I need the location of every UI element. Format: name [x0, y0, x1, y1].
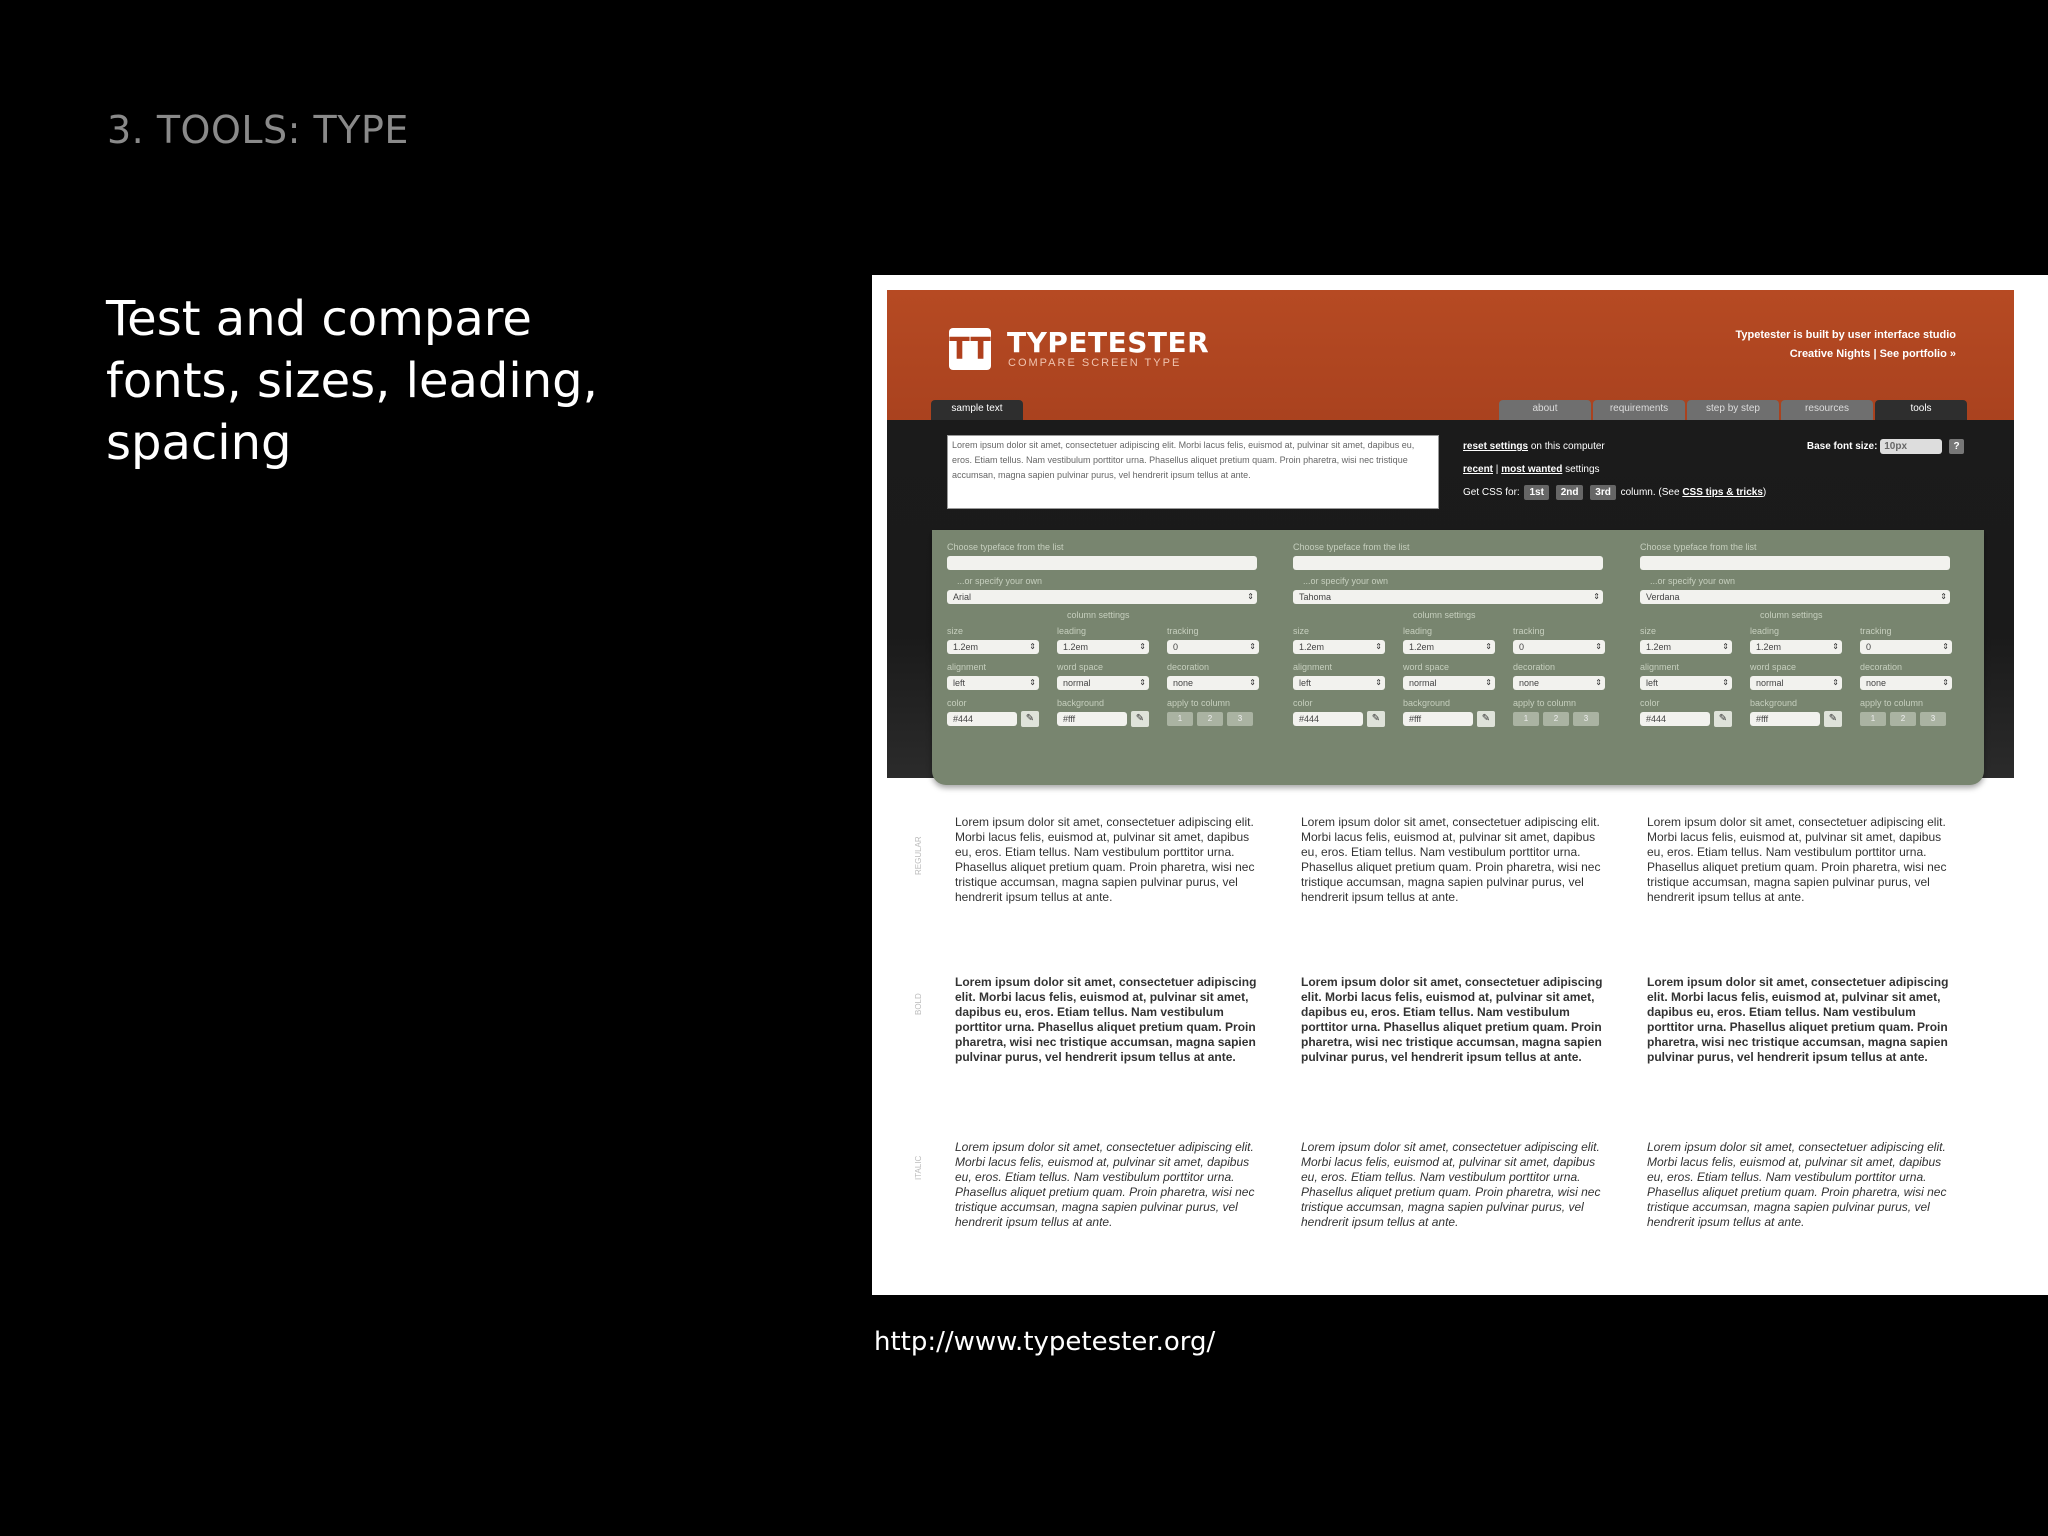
- site-subtitle: COMPARE SCREEN TYPE: [1008, 357, 1182, 369]
- typetester-page: [887, 290, 2014, 1280]
- typeface-select[interactable]: [1640, 556, 1950, 570]
- tracking-label: tracking: [1860, 626, 1892, 636]
- tracking-select[interactable]: 0 ⇕: [1513, 640, 1605, 654]
- background-label: background: [1057, 698, 1105, 708]
- choose-label: Choose typeface from the list: [1640, 542, 1757, 552]
- typetester-screenshot: [872, 275, 2048, 1295]
- background-picker-icon[interactable]: ✎: [1477, 711, 1495, 727]
- apply-label: apply to column: [1513, 698, 1577, 708]
- decoration-label: decoration: [1860, 662, 1903, 672]
- apply-col-3-button[interactable]: 3: [1920, 712, 1946, 726]
- font-input[interactable]: Arial ⇕: [947, 590, 1257, 604]
- base-font-label: Base font size:: [1806, 441, 1878, 452]
- alignment-label: alignment: [1640, 662, 1680, 672]
- base-font-select[interactable]: 10px: [1880, 439, 1942, 454]
- css-col-2-button[interactable]: 2nd: [1556, 485, 1584, 500]
- apply-col-1-button[interactable]: 1: [1167, 712, 1193, 726]
- background-input[interactable]: #fff: [1403, 712, 1473, 726]
- apply-col-2-button[interactable]: 2: [1197, 712, 1223, 726]
- apply-label: apply to column: [1167, 698, 1231, 708]
- specify-label: ...or specify your own: [1303, 576, 1389, 586]
- column-2-controls: [1293, 542, 1607, 772]
- leading-label: leading: [1403, 626, 1433, 636]
- decoration-select[interactable]: none ⇕: [1167, 676, 1259, 690]
- decoration-label: decoration: [1167, 662, 1210, 672]
- decoration-select[interactable]: none ⇕: [1513, 676, 1605, 690]
- word-space-select[interactable]: normal ⇕: [1750, 676, 1842, 690]
- preview-bold-col-2: Lorem ipsum dolor sit amet, consectetuer adipiscing elit. Morbi lacus felis, euismod at, pulvinar sit amet, dapibus eu, eros. Etiam tellus. Nam vestibulum porttitor urna. Phasellus aliquet pretium quam. Proin pharetra, wisi nec tristique accumsan, magna sapien pulvinar purus, vel hendrerit ipsum tellus at ante.: [1301, 975, 1603, 1064]
- color-input[interactable]: #444: [1640, 712, 1710, 726]
- column-suffix: column.: [1620, 487, 1656, 498]
- get-css-label: Get CSS for:: [1463, 487, 1520, 498]
- color-picker-icon[interactable]: ✎: [1714, 711, 1732, 727]
- css-row: [1463, 481, 1983, 504]
- column-settings-label: column settings: [1067, 610, 1130, 620]
- base-font-control: [1807, 435, 1964, 458]
- column-3-controls: [1640, 542, 1954, 772]
- sample-text-input[interactable]: Lorem ipsum dolor sit amet, consectetuer adipiscing elit. Morbi lacus felis, euismod at, pulvinar sit amet, dapibus eu, eros. Etiam tellus. Nam vestibulum porttitor urna. Phasellus aliquet pretium quam. Proin pharetra, wisi nec tristique accumsan, magna sapien pulvinar purus, vel hendrerit ipsum tellus at ante.: [947, 435, 1439, 509]
- css-tips-link[interactable]: CSS tips & tricks: [1682, 487, 1763, 498]
- specify-label: ...or specify your own: [957, 576, 1043, 586]
- tab-about[interactable]: about: [1499, 400, 1591, 420]
- color-label: color: [1293, 698, 1313, 708]
- column-settings-label: column settings: [1760, 610, 1823, 620]
- background-label: background: [1403, 698, 1451, 708]
- color-picker-icon[interactable]: ✎: [1367, 711, 1385, 727]
- typeface-select[interactable]: [1293, 556, 1603, 570]
- size-select[interactable]: 1.2em ⇕: [947, 640, 1039, 654]
- background-label: background: [1750, 698, 1798, 708]
- preview-italic-col-2: Lorem ipsum dolor sit amet, consectetuer adipiscing elit. Morbi lacus felis, euismod at, pulvinar sit amet, dapibus eu, eros. Etiam tellus. Nam vestibulum porttitor urna. Phasellus aliquet pretium quam. Proin pharetra, wisi nec tristique accumsan, magna sapien pulvinar purus, vel hendrerit ipsum tellus at ante.: [1301, 1140, 1601, 1229]
- size-label: size: [947, 626, 964, 636]
- alignment-select[interactable]: left ⇕: [1640, 676, 1732, 690]
- studio-credit: [1736, 326, 1956, 364]
- decoration-label: decoration: [1513, 662, 1556, 672]
- see-suffix: ): [1762, 487, 1767, 498]
- preview-regular-col-1: Lorem ipsum dolor sit amet, consectetuer adipiscing elit. Morbi lacus felis, euismod at, pulvinar sit amet, dapibus eu, eros. Etiam tellus. Nam vestibulum porttitor urna. Phasellus aliquet pretium quam. Proin pharetra, wisi nec tristique accumsan, magna sapien pulvinar purus, vel hendrerit ipsum tellus at ante.: [955, 815, 1255, 904]
- css-col-1-button[interactable]: 1st: [1524, 485, 1548, 500]
- recent-link[interactable]: recent: [1463, 464, 1494, 475]
- leading-label: leading: [1057, 626, 1087, 636]
- color-picker-icon[interactable]: ✎: [1021, 711, 1039, 727]
- alignment-select[interactable]: left ⇕: [1293, 676, 1385, 690]
- choose-label: Choose typeface from the list: [1293, 542, 1410, 552]
- typeface-select[interactable]: [947, 556, 1257, 570]
- site-title[interactable]: TYPETESTER: [1007, 326, 1210, 359]
- background-picker-icon[interactable]: ✎: [1131, 711, 1149, 727]
- word-space-label: word space: [1750, 662, 1797, 672]
- word-space-select[interactable]: normal ⇕: [1057, 676, 1149, 690]
- apply-col-2-button[interactable]: 2: [1890, 712, 1916, 726]
- preview-italic-col-3: Lorem ipsum dolor sit amet, consectetuer adipiscing elit. Morbi lacus felis, euismod at, pulvinar sit amet, dapibus eu, eros. Etiam tellus. Nam vestibulum porttitor urna. Phasellus aliquet pretium quam. Proin pharetra, wisi nec tristique accumsan, magna sapien pulvinar purus, vel hendrerit ipsum tellus at ante.: [1647, 1140, 1947, 1229]
- background-picker-icon[interactable]: ✎: [1824, 711, 1842, 727]
- word-space-label: word space: [1057, 662, 1104, 672]
- preview-italic-col-1: Lorem ipsum dolor sit amet, consectetuer adipiscing elit. Morbi lacus felis, euismod at, pulvinar sit amet, dapibus eu, eros. Etiam tellus. Nam vestibulum porttitor urna. Phasellus aliquet pretium quam. Proin pharetra, wisi nec tristique accumsan, magna sapien pulvinar purus, vel hendrerit ipsum tellus at ante.: [955, 1140, 1255, 1229]
- apply-col-1-button[interactable]: 1: [1860, 712, 1886, 726]
- leading-select[interactable]: 1.2em ⇕: [1057, 640, 1149, 654]
- color-label: color: [1640, 698, 1660, 708]
- leading-select[interactable]: 1.2em ⇕: [1750, 640, 1842, 654]
- word-space-select[interactable]: normal ⇕: [1403, 676, 1495, 690]
- alignment-select[interactable]: left ⇕: [947, 676, 1039, 690]
- decoration-select[interactable]: none ⇕: [1860, 676, 1952, 690]
- choose-label: Choose typeface from the list: [947, 542, 1064, 552]
- column-controls: [932, 530, 1984, 785]
- alignment-label: alignment: [947, 662, 987, 672]
- tracking-label: tracking: [1167, 626, 1199, 636]
- tab-tools[interactable]: tools: [1875, 400, 1967, 420]
- most-wanted-link[interactable]: most wanted: [1501, 464, 1563, 475]
- column-1-controls: [947, 542, 1261, 772]
- size-select[interactable]: 1.2em ⇕: [1293, 640, 1385, 654]
- apply-col-3-button[interactable]: 3: [1227, 712, 1253, 726]
- background-input[interactable]: #fff: [1057, 712, 1127, 726]
- tracking-select[interactable]: 0 ⇕: [1167, 640, 1259, 654]
- color-input[interactable]: #444: [1293, 712, 1363, 726]
- credit-line-2[interactable]: Creative Nights | See portfolio »: [1789, 348, 1956, 360]
- size-select[interactable]: 1.2em ⇕: [1640, 640, 1732, 654]
- alignment-label: alignment: [1293, 662, 1333, 672]
- source-link[interactable]: http://www.typetester.org/: [874, 1327, 1216, 1357]
- tracking-label: tracking: [1513, 626, 1545, 636]
- css-col-3-button[interactable]: 3rd: [1590, 485, 1616, 500]
- apply-col-2-button[interactable]: 2: [1543, 712, 1569, 726]
- tab-resources[interactable]: resources: [1781, 400, 1873, 420]
- column-settings-label: column settings: [1413, 610, 1476, 620]
- slide-body-text: Test and compare fonts, sizes, leading, spacing: [106, 291, 598, 471]
- size-label: size: [1640, 626, 1657, 636]
- tracking-select[interactable]: 0 ⇕: [1860, 640, 1952, 654]
- apply-col-1-button[interactable]: 1: [1513, 712, 1539, 726]
- apply-label: apply to column: [1860, 698, 1924, 708]
- font-input[interactable]: Verdana ⇕: [1640, 590, 1950, 604]
- preview-bold-col-1: Lorem ipsum dolor sit amet, consectetuer adipiscing elit. Morbi lacus felis, euismod at, pulvinar sit amet, dapibus eu, eros. Etiam tellus. Nam vestibulum porttitor urna. Phasellus aliquet pretium quam. Proin pharetra, wisi nec tristique accumsan, magna sapien pulvinar purus, vel hendrerit ipsum tellus at ante.: [955, 975, 1257, 1064]
- word-space-label: word space: [1403, 662, 1450, 672]
- logo-icon[interactable]: TT: [949, 328, 991, 370]
- credit-line-1: Typetester is built by user interface studio: [1735, 329, 1956, 341]
- reset-suffix: on this computer: [1530, 441, 1605, 452]
- tab-step-by-step[interactable]: step by step: [1687, 400, 1779, 420]
- tab-sample-text[interactable]: sample text: [931, 400, 1023, 420]
- preview-regular-col-2: Lorem ipsum dolor sit amet, consectetuer adipiscing elit. Morbi lacus felis, euismod at, pulvinar sit amet, dapibus eu, eros. Etiam tellus. Nam vestibulum porttitor urna. Phasellus aliquet pretium quam. Proin pharetra, wisi nec tristique accumsan, magna sapien pulvinar purus, vel hendrerit ipsum tellus at ante.: [1301, 815, 1601, 904]
- help-button[interactable]: ?: [1949, 439, 1964, 454]
- italic-row-label: ITALIC: [914, 1155, 923, 1180]
- font-input[interactable]: Tahoma ⇕: [1293, 590, 1603, 604]
- apply-col-3-button[interactable]: 3: [1573, 712, 1599, 726]
- see-prefix: (See: [1658, 487, 1680, 498]
- specify-label: ...or specify your own: [1650, 576, 1736, 586]
- background-input[interactable]: #fff: [1750, 712, 1820, 726]
- tab-requirements[interactable]: requirements: [1593, 400, 1685, 420]
- preview-bold-col-3: Lorem ipsum dolor sit amet, consectetuer adipiscing elit. Morbi lacus felis, euismod at, pulvinar sit amet, dapibus eu, eros. Etiam tellus. Nam vestibulum porttitor urna. Phasellus aliquet pretium quam. Proin pharetra, wisi nec tristique accumsan, magna sapien pulvinar purus, vel hendrerit ipsum tellus at ante.: [1647, 975, 1949, 1064]
- recent-row: [1463, 458, 1983, 481]
- color-label: color: [947, 698, 967, 708]
- preview-regular-col-3: Lorem ipsum dolor sit amet, consectetuer adipiscing elit. Morbi lacus felis, euismod at, pulvinar sit amet, dapibus eu, eros. Etiam tellus. Nam vestibulum porttitor urna. Phasellus aliquet pretium quam. Proin pharetra, wisi nec tristique accumsan, magna sapien pulvinar purus, vel hendrerit ipsum tellus at ante.: [1647, 815, 1947, 904]
- section-title: 3. TOOLS: TYPE: [107, 108, 409, 152]
- reset-settings-link[interactable]: reset settings: [1463, 441, 1529, 452]
- regular-row-label: REGULAR: [914, 836, 923, 875]
- leading-label: leading: [1750, 626, 1780, 636]
- bold-row-label: BOLD: [914, 993, 923, 1015]
- color-input[interactable]: #444: [947, 712, 1017, 726]
- settings-suffix: settings: [1565, 464, 1600, 475]
- size-label: size: [1293, 626, 1310, 636]
- leading-select[interactable]: 1.2em ⇕: [1403, 640, 1495, 654]
- separator: |: [1495, 464, 1499, 475]
